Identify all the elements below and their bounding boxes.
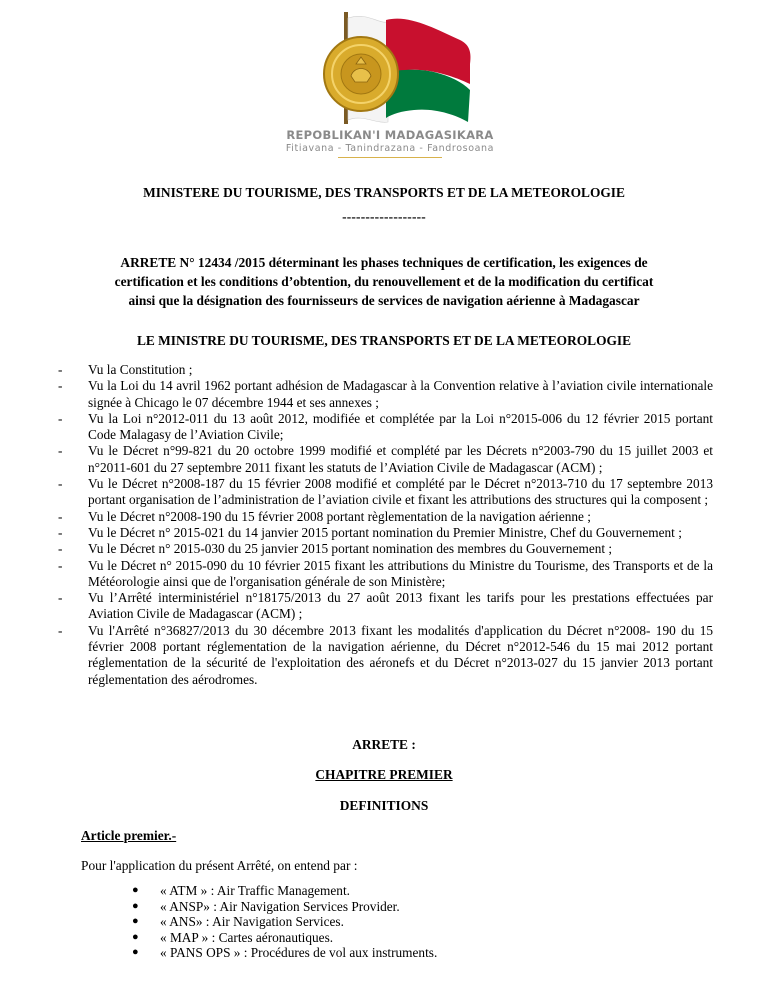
definition-item: ● « ANS» : Air Navigation Services. <box>132 914 344 930</box>
bullet-icon: ● <box>132 930 139 943</box>
consideration-item: - Vu le Décret n° 2015-030 du 25 janvier 2015 portant nomination des membres du Gouvernement ; <box>58 541 613 557</box>
definition-item: ● « ATM » : Air Traffic Management. <box>132 883 350 898</box>
arrete-heading: ARRETE : <box>352 737 416 752</box>
chapter-heading: CHAPITRE PREMIER <box>315 767 453 782</box>
consideration-item: - Vu la Loi n°2012-011 du 13 août 2012, modifiée et complétée par la Loi n°2015-006 du 12 février 2015 portant Code Malagasy de l’Aviation Civile; <box>58 410 713 443</box>
consideration-item: - Vu le Décret n°99-821 du 20 octobre 1999 modifié et complété par les Décrets n°2003-790 du 15 juillet 2003 et n°2011-601 du 27 septembre 2011 fixant les statuts de l’Aviation Civile de Madagascar (ACM) ; <box>58 443 713 475</box>
definition-item: ● « ANSP» : Air Navigation Services Provider. <box>132 898 400 914</box>
separator-dashes: ------------------ <box>342 209 426 224</box>
bullet-icon: ● <box>132 946 139 959</box>
consideration-item: - Vu l'Arrêté n°36827/2013 du 30 décembre 2013 fixant les modalités d'application du Décret n°2008- 190 du 15 février 2008 portant réglementation de la navigation aérienne, du Décret n°2012-546 du 15 mai 2012 portant réglementation de la sécurité de l'exploitation des aéronefs et du Décret n°2013-027 du 15 janvier 2013 portant réglementation des aérodromes. <box>58 622 713 687</box>
bullet-icon: ● <box>132 884 139 896</box>
emblem-motto: Fitiavana - Tanindrazana - Fandrosoana <box>285 143 495 154</box>
definitions-intro: Pour l'application du présent Arrêté, on entend par : <box>81 858 358 873</box>
minister-heading: LE MINISTRE DU TOURISME, DES TRANSPORTS ET DE LA METEOROLOGIE <box>136 333 632 348</box>
emblem-divider <box>338 157 442 158</box>
article-heading: Article premier.- <box>81 828 177 843</box>
consideration-item: - Vu l’Arrêté interministériel n°18175/2013 du 27 août 2013 fixant les tarifs pour les prestations effectuées par Aviation Civile de Madagascar (ACM) ; <box>58 590 713 622</box>
considerations-list <box>58 362 713 688</box>
bullet-icon: ● <box>132 899 139 912</box>
ministry-heading: MINISTERE DU TOURISME, DES TRANSPORTS ET DE LA METEOROLOGIE <box>143 185 625 200</box>
definitions-heading: DEFINITIONS <box>339 798 429 813</box>
consideration-item: - Vu le Décret n° 2015-090 du 10 février 2015 fixant les attributions du Ministre du Tourisme, des Transports et de la Météorologie ainsi que de l'organisation générale de son Ministère; <box>58 557 713 589</box>
consideration-item: - Vu le Décret n°2008-190 du 15 février 2008 portant règlementation de la navigation aérienne ; <box>58 508 591 524</box>
definitions-list <box>130 883 437 961</box>
arrete-title: ARRETE N° 12434 /2015 déterminant les phases techniques de certification, les exigences de certification et les conditions d’obtention, du renouvellement et de la modification du certificat ainsi que la désignation des fournisseurs de services de navigation aérienne à Madagascar <box>114 255 654 308</box>
consideration-item: - Vu le Décret n° 2015-021 du 14 janvier 2015 portant nomination du Premier Ministre, Chef du Gouvernement ; <box>58 524 682 540</box>
bullet-icon: ● <box>132 915 139 928</box>
definition-item: ● « PANS OPS » : Procédures de vol aux instruments. <box>132 945 438 961</box>
consideration-item: - Vu la Loi du 14 avril 1962 portant adhésion de Madagascar à la Convention relative à l’aviation civile internationale signée à Chicago le 07 décembre 1944 et ses annexes ; <box>58 378 713 410</box>
emblem-title: REPOBLIKAN'I MADAGASIKARA <box>286 128 494 142</box>
consideration-item: - Vu le Décret n°2008-187 du 15 février 2008 modifié et complété par le Décret n°2013-710 du 17 septembre 2013 portant organisation de l’administration de l’aviation civile et fixant les attributions des structures qui la composent ; <box>58 476 713 508</box>
consideration-item: - Vu la Constitution ; <box>58 362 193 377</box>
definition-item: ● « MAP » : Cartes aéronautiques. <box>132 929 334 945</box>
